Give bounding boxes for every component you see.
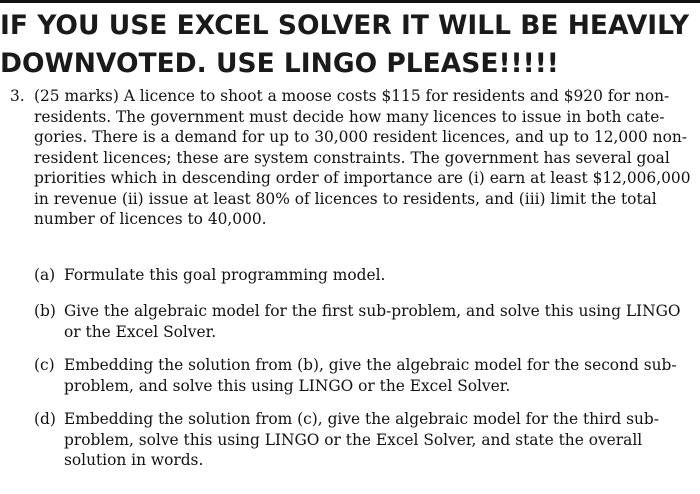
part-line: problem, and solve this using LINGO or the Excel Solver. bbox=[64, 376, 511, 395]
part-line: Give the algebraic model for the first sub-problem, and solve this using LINGO bbox=[64, 302, 681, 320]
question-line: residents. The government must decide how many licences to issue in both cate- bbox=[34, 107, 665, 126]
question-number: 3. bbox=[10, 87, 25, 105]
top-divider bbox=[0, 0, 700, 3]
question-line: in revenue (ii) issue at least 80% of licences to residents, and (iii) limit the total bbox=[34, 189, 657, 208]
part-label: (d) bbox=[34, 410, 56, 428]
part-label: (b) bbox=[34, 302, 56, 320]
headline-line-2: DOWNVOTED. USE LINGO PLEASE!!!!! bbox=[0, 48, 559, 79]
part-label: (a) bbox=[34, 266, 56, 284]
question-line: (25 marks) A licence to shoot a moose costs $115 for residents and $920 for non- bbox=[34, 87, 670, 105]
part-label: (c) bbox=[34, 356, 55, 374]
part-line: problem, solve this using LINGO or the Excel Solver, and state the overall bbox=[64, 430, 643, 449]
part-line: Embedding the solution from (b), give the algebraic model for the second sub- bbox=[64, 356, 677, 374]
question-line: resident licences; these are system constraints. The government has several goal bbox=[34, 148, 670, 167]
headline-text bbox=[0, 7, 700, 83]
part-line: or the Excel Solver. bbox=[64, 322, 217, 341]
question-line: number of licences to 40,000. bbox=[34, 210, 267, 228]
part-line: solution in words. bbox=[64, 451, 204, 469]
part-line: Formulate this goal programming model. bbox=[64, 266, 386, 284]
headline-line-1: IF YOU USE EXCEL SOLVER IT WILL BE HEAVILY bbox=[0, 10, 690, 41]
question-line: priorities which in descending order of importance are (i) earn at least $12,006,000 bbox=[34, 169, 691, 187]
part-line: Embedding the solution from (c), give the algebraic model for the third sub- bbox=[64, 410, 659, 428]
question-line: gories. There is a demand for up to 30,000 resident licences, and up to 12,000 non- bbox=[34, 128, 687, 146]
